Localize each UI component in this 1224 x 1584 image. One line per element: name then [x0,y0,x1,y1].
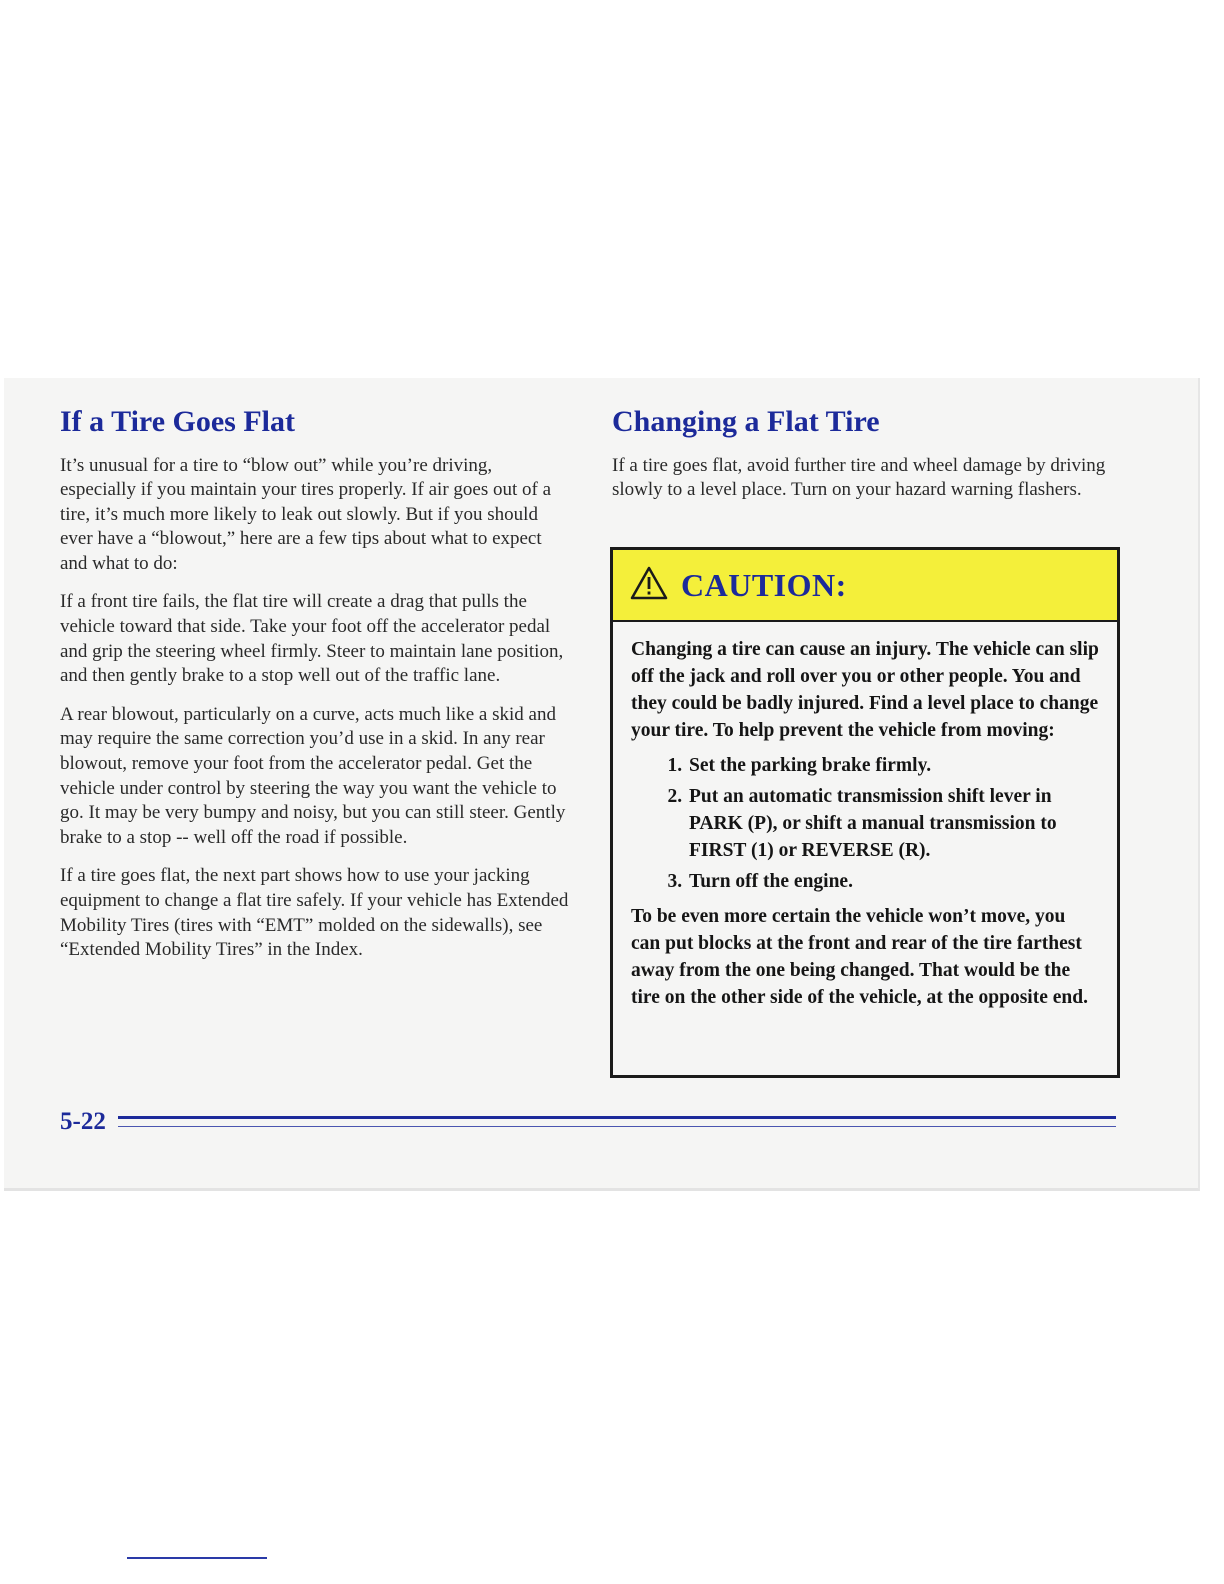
left-column [60,405,570,977]
caution-content [613,622,1117,1011]
caution-box [610,547,1120,1078]
paragraph: If a tire goes flat, the next part shows how to use your jacking equipment to change a flat tire safely. If your vehicle has Extended Mobility Tires (tires with “EMT” molded on the sidewalls), see “Extended Mobility Tires” in the Index. [60,865,569,961]
caution-title: CAUTION: [681,566,847,603]
footer-rule-thin [118,1126,1116,1127]
step-item: 3. Turn off the engine. [687,868,1099,895]
changing-tire-heading: Changing a Flat Tire [612,405,880,438]
step-item: 2. Put an automatic transmission shift lever in PARK (P), or shift a manual transmission to FIRST (1) or REVERSE (R). [687,783,1099,864]
caution-banner [613,550,1117,622]
flat-tire-heading: If a Tire Goes Flat [60,405,295,438]
page-number: 5-22 [60,1108,106,1135]
intro-paragraph: If a tire goes flat, avoid further tire and wheel damage by driving slowly to a level place. Turn on your hazard warning flashers. [612,454,1106,501]
bottom-line-mark [127,1557,267,1559]
step-item: 1. Set the parking brake firmly. [687,752,1099,779]
right-column [612,405,1122,517]
warning-triangle-icon [629,565,669,606]
paragraph: A rear blowout, particularly on a curve, acts much like a skid and may require the same correction you’d use in a skid. In any rear blowout, remove your foot from the accelerator pedal. Get the vehicle under control by steering the way you want the vehicle to go. It may be very bumpy and noisy, but you can still steer. Gently brake to a stop -- well off the road if possible. [60,703,566,848]
caution-outro: To be even more certain the vehicle won’t move, you can put blocks at the front and rear of the tire farthest away from the one being changed. That would be the tire on the other side of the vehicle, at the opposite end. [631,906,1088,1008]
paragraph: It’s unusual for a tire to “blow out” while you’re driving, especially if you maintain your tires properly. If air goes out of a tire, it’s much more likely to leak out slowly. But if you should ever have a “blowout,” here are a few tips about what to expect and what to do: [60,454,552,574]
paragraph: If a front tire fails, the flat tire will create a drag that pulls the vehicle toward that side. Take your foot off the accelerator pedal and grip the steering wheel firmly. Steer to maintain lane position, and then gently brake to a stop well out of the traffic lane. [60,591,564,687]
caution-intro: Changing a tire can cause an injury. The vehicle can slip off the jack and roll over you or other people. You and they could be badly injured. Find a level place to change your tire. To help prevent the vehicle from moving: [631,639,1099,741]
footer-rule [118,1116,1116,1119]
caution-steps [631,752,1099,895]
